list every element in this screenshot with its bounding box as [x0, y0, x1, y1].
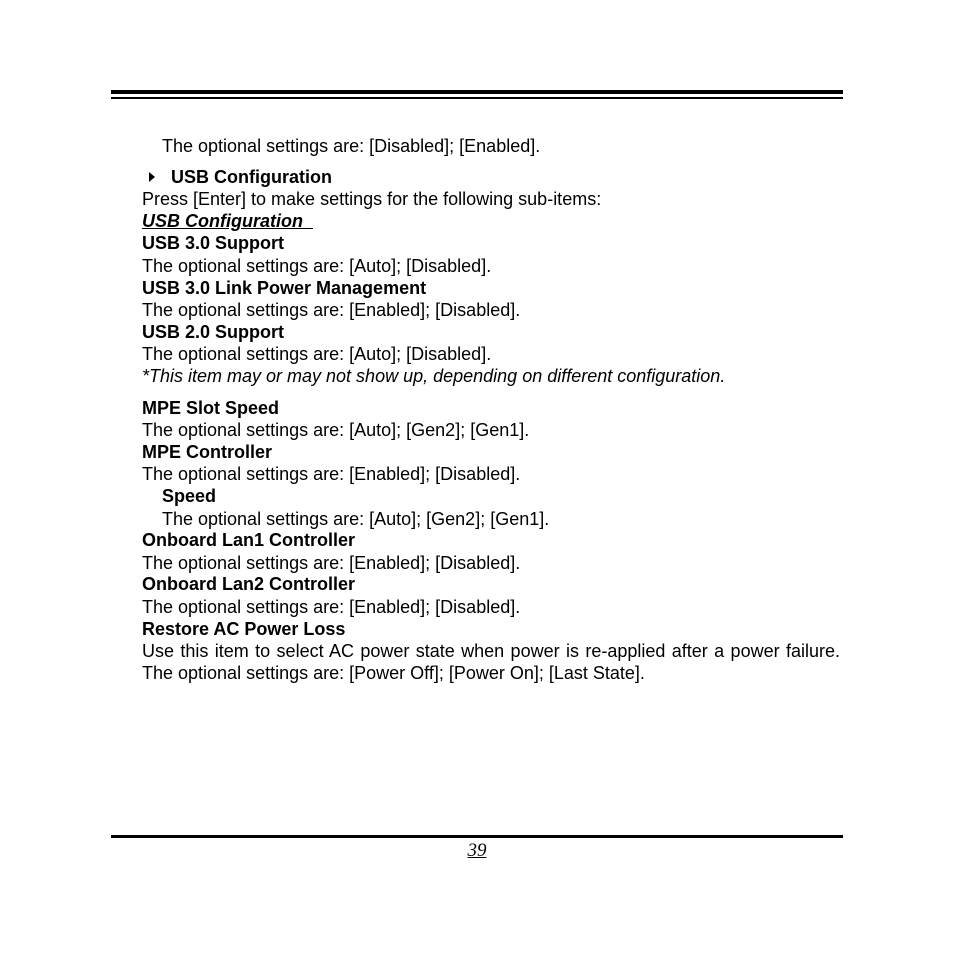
- item-label-mpe-controller: MPE Controller: [142, 442, 273, 462]
- item-options-lan1: The optional settings are: [Enabled]; [Disabled].: [142, 553, 521, 573]
- usb-section-description: Press [Enter] to make settings for the following sub-items:: [142, 189, 602, 209]
- item-options-mpe-controller: The optional settings are: [Enabled]; [Disabled].: [142, 464, 521, 484]
- item-label-speed: Speed: [162, 486, 217, 506]
- item-label-mpe-slot-speed: MPE Slot Speed: [142, 398, 280, 418]
- footer-rule: [111, 835, 843, 838]
- item-options-restore-ac: Use this item to select AC power state when power is re-applied after a power failure. The optional settings are: [Power Off]; [Power On]; [Last State].: [142, 641, 840, 683]
- item-label-usb20-support: USB 2.0 Support: [142, 322, 285, 342]
- item-label-lan1: Onboard Lan1 Controller: [142, 530, 356, 550]
- item-options-lan2: The optional settings are: [Enabled]; [Disabled].: [142, 597, 521, 617]
- item-label-usb30-lpm: USB 3.0 Link Power Management: [142, 278, 427, 298]
- configuration-note: *This item may or may not show up, depending on different configuration.: [142, 366, 726, 386]
- item-label-restore-ac: Restore AC Power Loss: [142, 619, 346, 639]
- item-label-usb30-support: USB 3.0 Support: [142, 233, 285, 253]
- item-options-mpe-slot-speed: The optional settings are: [Auto]; [Gen2]; [Gen1].: [142, 420, 530, 440]
- item-options-usb30-support: The optional settings are: [Auto]; [Disabled].: [142, 256, 492, 276]
- usb-section-title: USB Configuration: [171, 167, 332, 187]
- item-label-lan2: Onboard Lan2 Controller: [142, 574, 356, 594]
- usb-subheading: USB Configuration: [142, 211, 303, 231]
- intro-options-text: The optional settings are: [Disabled]; [Enabled].: [162, 136, 541, 156]
- item-options-usb20-support: The optional settings are: [Auto]; [Disabled].: [142, 344, 492, 364]
- page-number: 39: [467, 840, 487, 861]
- item-options-usb30-lpm: The optional settings are: [Enabled]; [Disabled].: [142, 300, 521, 320]
- arrow-right-icon: [149, 172, 155, 182]
- header-rule-thick: [111, 90, 843, 94]
- item-options-speed: The optional settings are: [Auto]; [Gen2]; [Gen1].: [162, 509, 550, 529]
- header-rule-thin: [111, 97, 843, 99]
